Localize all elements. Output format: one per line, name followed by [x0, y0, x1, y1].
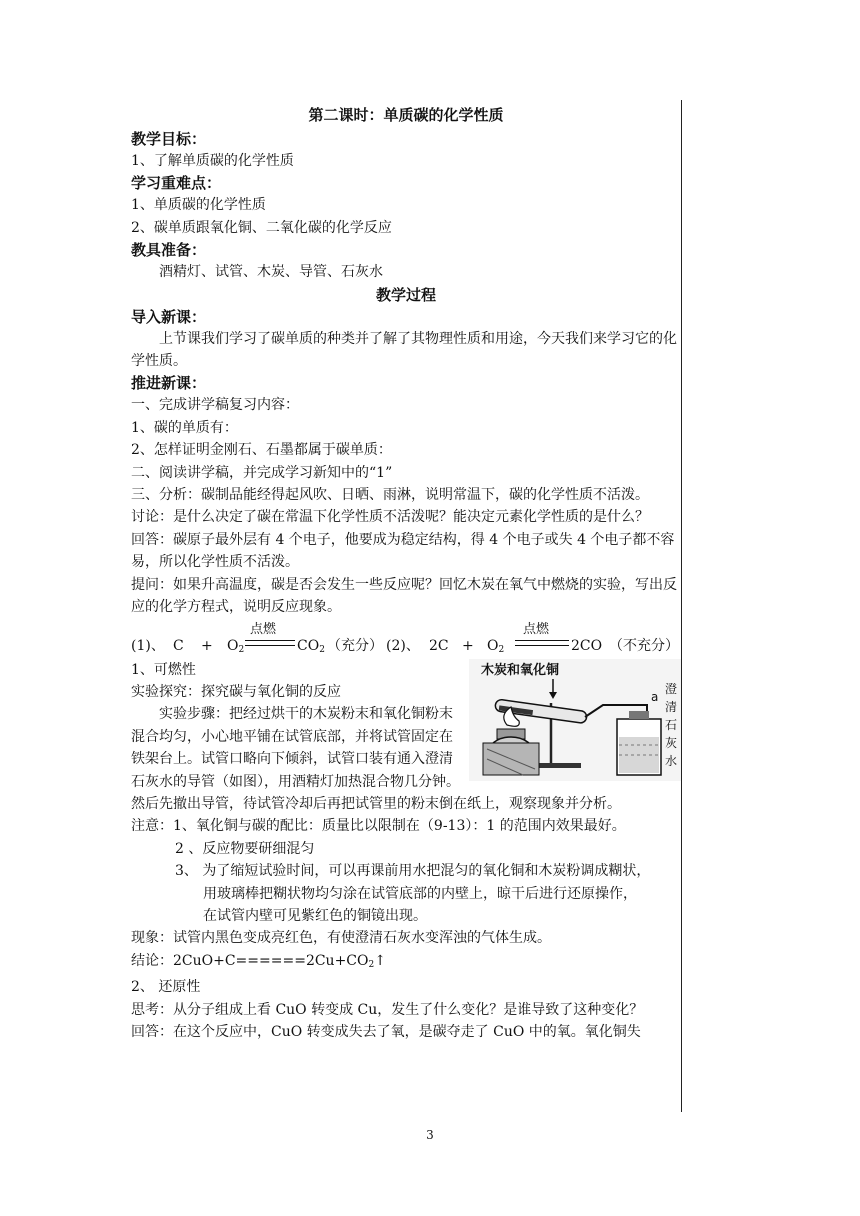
reaction-condition: 点燃: [250, 621, 277, 637]
gas-arrow: ↑: [374, 952, 386, 969]
lesson-title: 第二课时：单质碳的化学性质: [308, 106, 504, 124]
section-heading: 1、可燃性: [131, 661, 196, 678]
combustion-equations: [131, 619, 681, 659]
advance-line: 一、完成讲学稿复习内容：: [131, 397, 299, 414]
oxygen-subscript: 2: [238, 644, 245, 655]
figure-side-char: 水: [665, 753, 678, 768]
co2-symbol: CO: [297, 637, 320, 654]
objectives-heading: 教学目标：: [131, 130, 207, 148]
experiment-explore: 实验探究：探究碳与氧化铜的反应: [131, 683, 341, 700]
lesson-content: [131, 104, 681, 1043]
intro-text: 上节课我们学习了碳单质的种类并了解了其物理性质和用途，今天我们来学习它的化学性质。: [131, 330, 677, 370]
objective-item: 1、了解单质碳的化学性质: [131, 153, 294, 169]
keypoints-heading: 学习重难点：: [131, 174, 222, 193]
note-line-part: 在试管内壁可见紫红色的铜镜出现。: [203, 907, 427, 924]
product-co: 2CO: [571, 637, 603, 654]
conclusion-text: [131, 950, 681, 976]
materials-heading: 教具准备：: [131, 241, 207, 260]
co2-subscript: 2: [319, 644, 325, 655]
page-number: 3: [426, 1128, 434, 1142]
reaction-condition: 点燃: [523, 621, 550, 637]
figure-side-char: 石: [665, 717, 678, 732]
conclusion-subscript: 2: [368, 959, 375, 970]
advance-line: 讨论：是什么决定了碳在常温下化学性质不活泼呢？能决定元素化学性质的是什么？: [131, 509, 649, 526]
advance-line: 二、阅读讲学稿，并完成学习新知中的“1”: [131, 464, 393, 481]
note-line: 注意：1、氧化铜与碳的配比：质量比以限制在（9-13）：1 的范围内效果最好。: [131, 818, 626, 835]
reactant-carbon: C: [173, 637, 184, 654]
section-heading: 2、 还原性: [131, 979, 201, 996]
process-title: 教学过程: [375, 285, 436, 304]
advance-line: 提问：如果升高温度，碳是否会发生一些反应呢？回忆木炭在氧气中燃烧的实验，写出反应的化学方程式，说明反应现象。: [131, 576, 677, 616]
equals-arrow: [245, 640, 295, 646]
answer-text: 回答：在这个反应中，CuO 转变成失去了氧，是碳夺走了 CuO 中的氧。氧化铜失: [131, 1024, 641, 1040]
advance-heading: 推进新课：: [131, 374, 207, 393]
table-border-line: [681, 100, 682, 1112]
equation-note: （充分）: [327, 637, 383, 654]
oxygen-symbol: O: [487, 637, 499, 654]
equation-note: （不充分）: [609, 637, 679, 654]
bottle-stopper: [629, 711, 649, 719]
note-line: 2 、反应物要研细混匀: [175, 840, 315, 857]
note-line-part: 3、 为了缩短试验时间，可以再课前用水把混匀的氧化铜和木炭粉调成糊状，: [175, 863, 651, 880]
materials-text: 酒精灯、试管、木炭、导管、石灰水: [159, 264, 383, 281]
apparatus-figure: [469, 659, 681, 781]
keypoint-item: 2、碳单质跟氧化铜、二氧化碳的化学反应: [131, 219, 392, 236]
note-line-part: 用玻璃棒把糊状物均匀涂在试管底部的内壁上，晾干后进行还原操作，: [203, 885, 637, 902]
figure-side-char: 清: [665, 699, 678, 714]
reactant-oxygen: [487, 635, 504, 661]
figure-label-a: a: [651, 689, 659, 704]
reactant-oxygen: [227, 635, 244, 661]
experiment-steps: 实验步骤：把经过烘干的木炭粉末和氧化铜粉末混合均匀，小心地平铺在试管底部，并将试管固定在铁架台上。试管口略向下倾斜，试管口装有通入澄清石灰水的导管（如图），用酒精灯加热混合物几分钟。然后先撤出导管，待试管冷却后再把试管里的粉末倒在纸上，观察现象并分析。: [131, 706, 621, 812]
phenomenon-text: 现象：试管内黑色变成亮红色，有使澄清石灰水变浑浊的气体生成。: [131, 930, 551, 947]
keypoint-item: 1、单质碳的化学性质: [131, 197, 266, 214]
oxygen-subscript: 2: [498, 644, 505, 655]
intro-heading: 导入新课：: [131, 307, 207, 326]
equation-number: (1)、: [131, 637, 165, 654]
equation-number: (2)、: [386, 637, 420, 654]
figure-label-top: 木炭和氧化铜: [481, 662, 560, 678]
note-line: [131, 860, 681, 927]
conclusion-equation: 结论：2CuO+C======2Cu+CO: [131, 952, 369, 969]
advance-line: 1、碳的单质有：: [131, 419, 238, 436]
plus-sign: +: [462, 637, 474, 654]
equals-arrow: [515, 640, 569, 646]
reactant-carbon: 2C: [429, 637, 449, 654]
advance-line: 2、怎样证明金刚石、石墨都属于碳单质：: [131, 442, 392, 459]
advance-line: 三、分析：碳制品能经得起风吹、日晒、雨淋，说明常温下，碳的化学性质不活泼。: [131, 487, 649, 504]
figure-side-char: 澄: [665, 681, 678, 696]
advance-line: 回答：碳原子最外层有 4 个电子，他要成为稳定结构，得 4 个电子或失 4 个电子都不容易，所以化学性质不活泼。: [131, 531, 675, 571]
plus-sign: +: [201, 637, 213, 654]
oxygen-symbol: O: [227, 637, 239, 654]
think-text: 思考：从分子组成上看 CuO 转变成 Cu，发生了什么变化？是谁导致了这种变化？: [131, 1001, 644, 1018]
figure-side-char: 灰: [665, 735, 678, 750]
product-co2: [297, 635, 325, 661]
